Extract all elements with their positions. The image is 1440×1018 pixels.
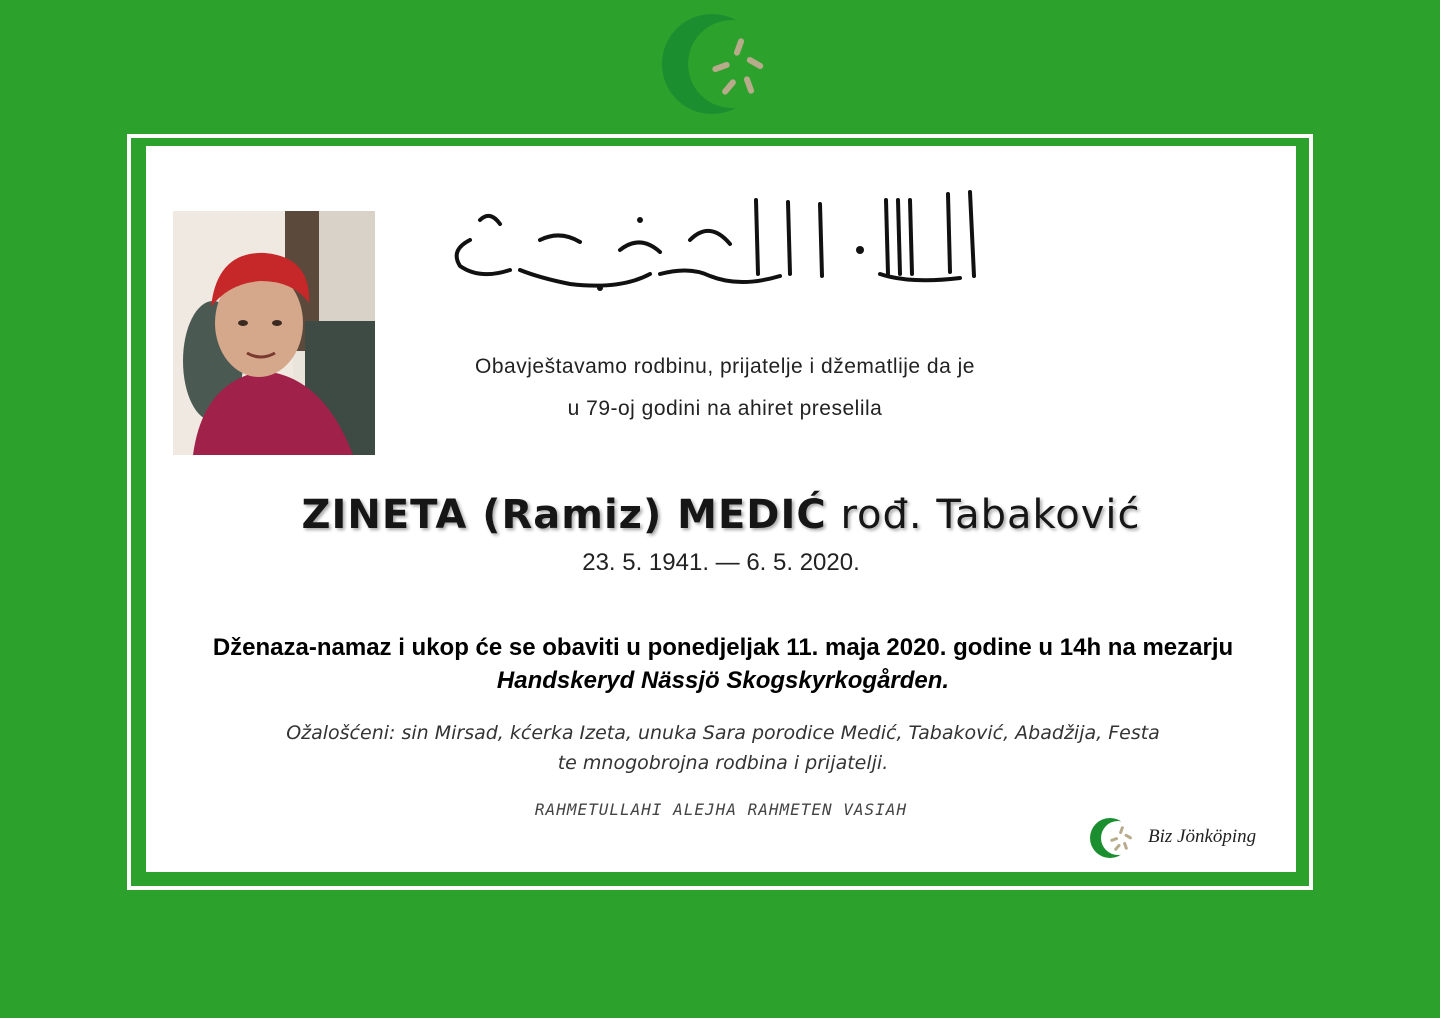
mourners-line-1: Ožalošćeni: sin Mirsad, kćerka Izeta, unuka Sara porodice Medić, Tabaković, Abadžija, Festa	[286, 722, 1160, 744]
intro-line-2: u 79-oj godini na ahiret preselila	[567, 397, 883, 420]
crescent-star-icon	[660, 12, 772, 116]
mourners-list	[200, 718, 1246, 778]
arabic-calligraphy-innalillahi	[440, 180, 990, 300]
portrait-photo	[173, 211, 375, 455]
deceased-name	[146, 492, 1296, 538]
organization-name: Biz Jönköping	[1148, 826, 1257, 847]
funeral-place: Handskeryd Nässjö Skogskyrkogården.	[496, 667, 950, 694]
funeral-text: Dženaza-namaz i ukop će se obaviti u ponedjeljak 11. maja 2020. godine u 14h na mezarju	[212, 634, 1234, 661]
deceased-full-name: ZINETA (Ramiz) MEDIĆ	[301, 492, 827, 538]
life-dates: 23. 5. 1941. — 6. 5. 2020.	[582, 549, 860, 576]
mourners-line-2: te mnogobrojna rodbina i prijatelji.	[557, 752, 889, 774]
funeral-announcement	[180, 631, 1266, 697]
prayer-text: RAHMETULLAHI ALEJHA RAHMETEN VASIAH	[534, 800, 908, 819]
deceased-maiden-name: rođ. Tabaković	[840, 492, 1141, 538]
crescent-star-icon	[1088, 816, 1136, 860]
intro-line-1: Obavještavamo rodbinu, prijatelje i džematlije da je	[475, 355, 975, 378]
